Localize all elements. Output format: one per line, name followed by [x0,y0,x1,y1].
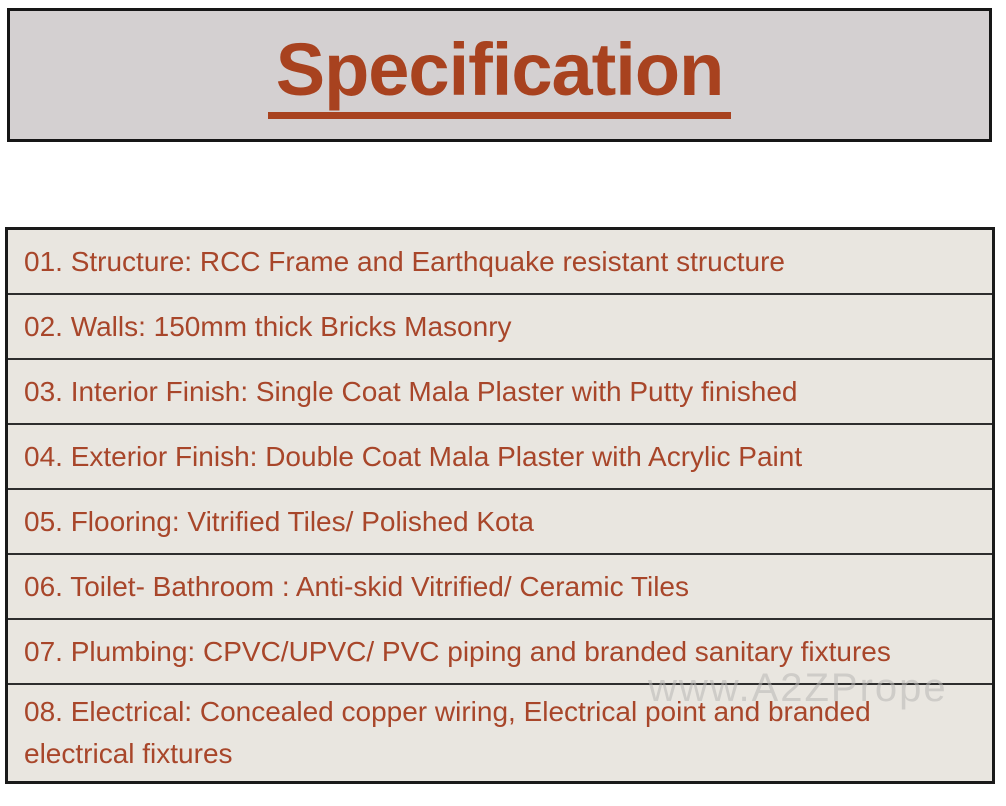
spec-row-text: 01. Structure: RCC Frame and Earthquake resistant structure [24,245,785,277]
spec-row-text: 08. Electrical: Concealed copper wiring, Electrical point and branded electrical fixtures [24,696,871,769]
spec-row-text: 04. Exterior Finish: Double Coat Mala Plaster with Acrylic Paint [24,440,803,472]
page-title: Specification [268,31,732,120]
spec-row-plumbing [8,620,992,685]
spec-row-text: 02. Walls: 150mm thick Bricks Masonry [24,310,512,342]
title-banner [7,8,992,142]
specification-table [5,227,995,784]
spec-row-electrical [8,685,992,781]
spec-row-text: 06. Toilet- Bathroom : Anti-skid Vitrified/ Ceramic Tiles [24,570,689,602]
spec-row-flooring [8,490,992,555]
spec-row-interior-finish [8,360,992,425]
spec-row-text: 07. Plumbing: CPVC/UPVC/ PVC piping and branded sanitary fixtures [24,635,891,667]
spec-row-text: 03. Interior Finish: Single Coat Mala Plaster with Putty finished [24,375,798,407]
spec-row-text: 05. Flooring: Vitrified Tiles/ Polished Kota [24,505,534,537]
spec-row-walls [8,295,992,360]
watermark-text: www.A2ZPrope [648,666,948,710]
spec-row-toilet-bathroom [8,555,992,620]
spec-row-exterior-finish [8,425,992,490]
spec-row-structure [8,230,992,295]
